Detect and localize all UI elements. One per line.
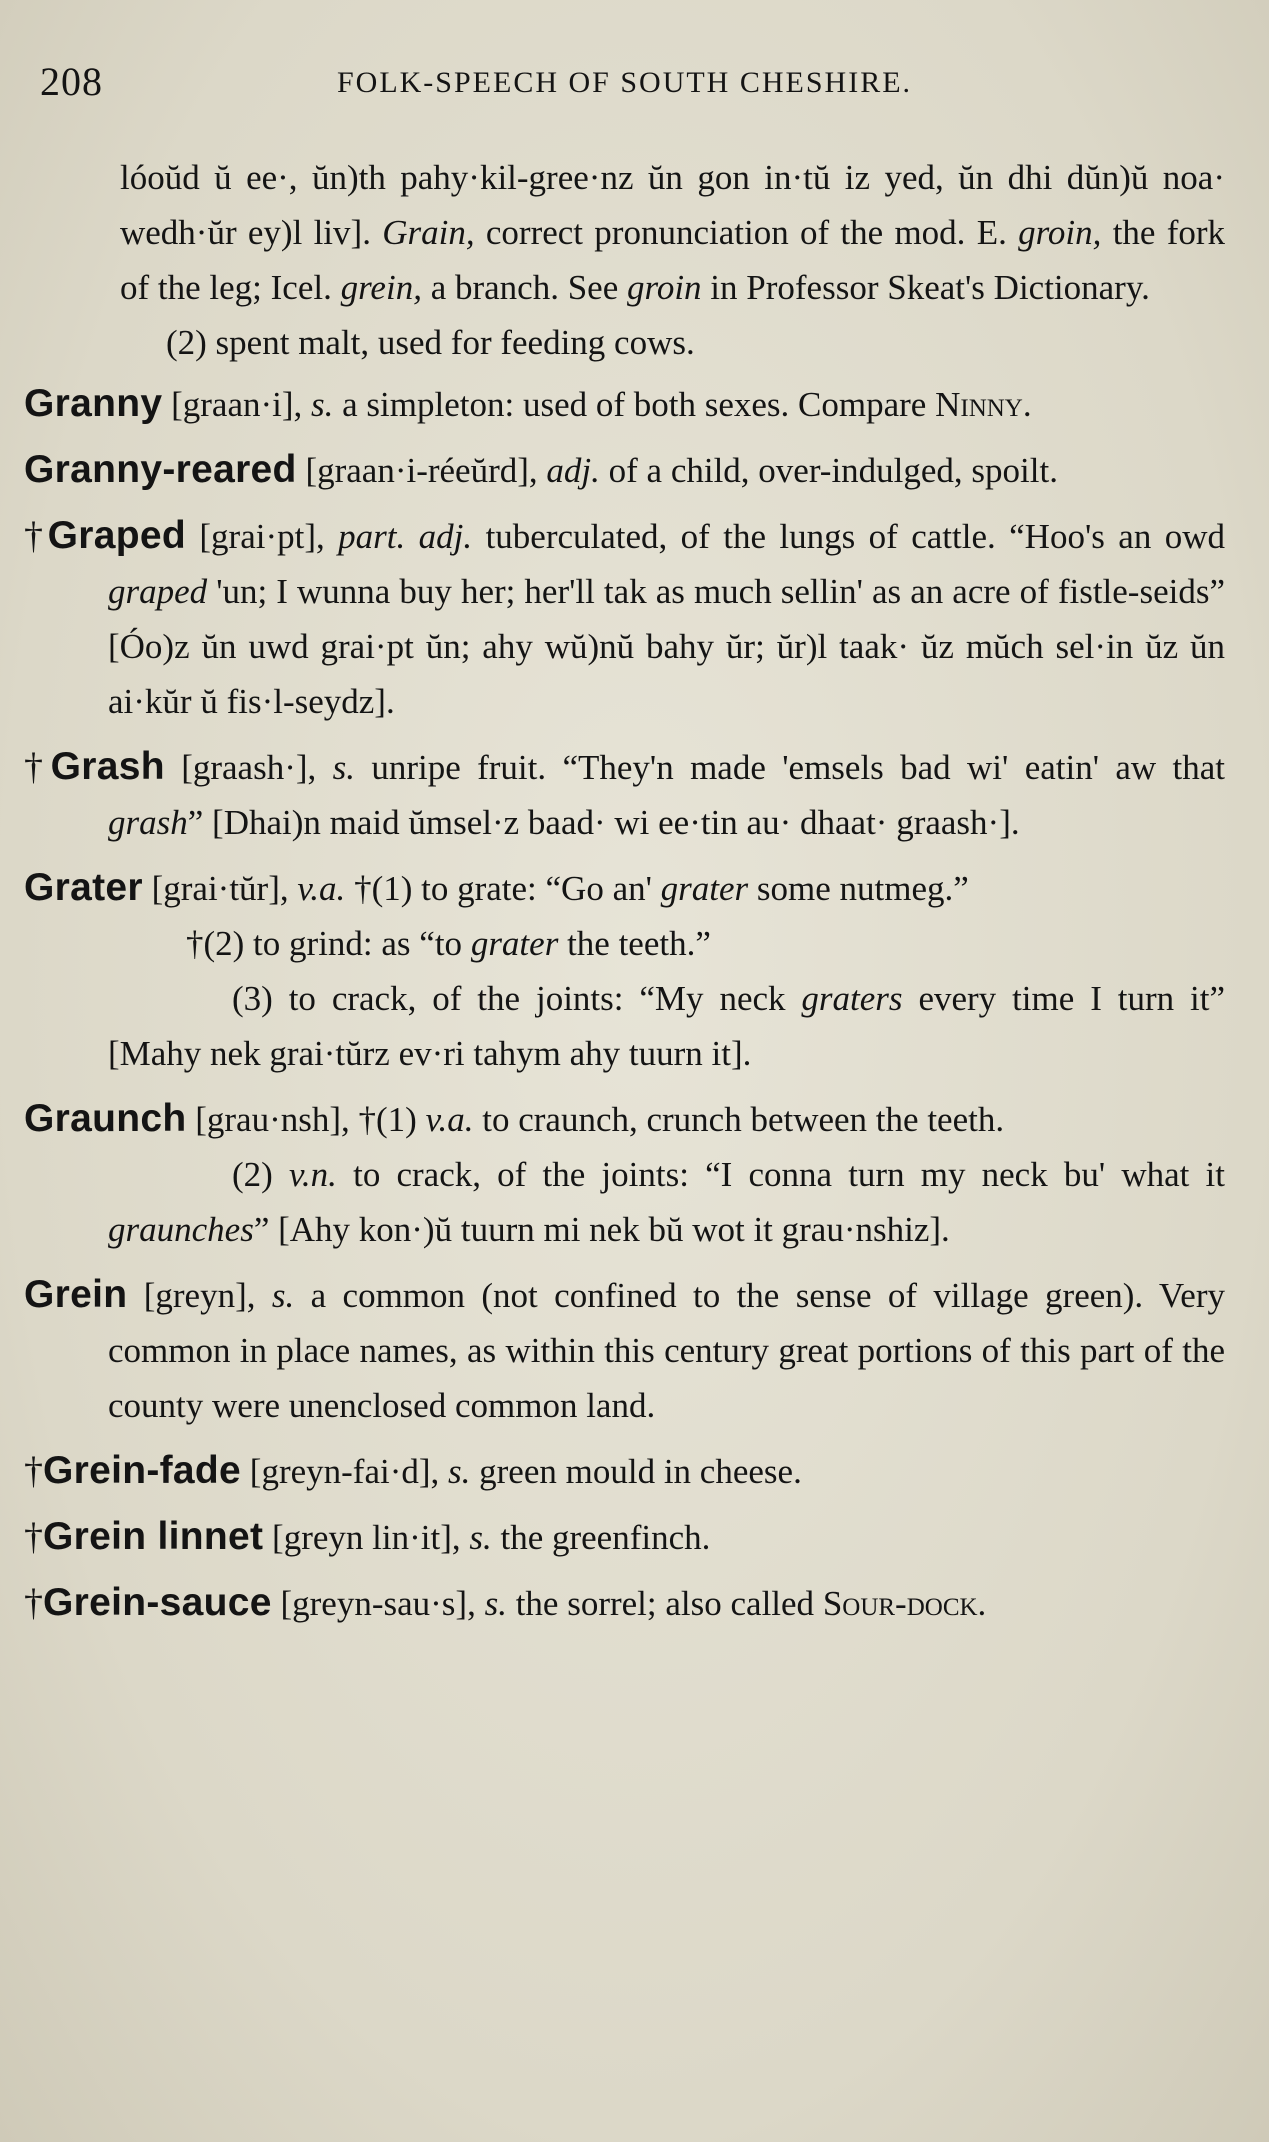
grater-sense-2: †(2) to grind: as “to grater the teeth.” — [186, 924, 711, 963]
headword: Grein — [24, 1273, 128, 1316]
entry-graped — [24, 508, 1225, 729]
definition-cont: 'un; I wunna buy her; her'll tak as much sellin' as an acre of fistle-seids” [Óo)z ŭn uwd grai·pt ŭn; ahy wŭ)nŭ bahy ŭr; ŭr)l taak· ŭz mŭch sel·in ŭz ŭn ai·kŭr ŭ fis·l-seydz]. — [108, 572, 1225, 721]
headword: Grash — [50, 745, 165, 788]
part-of-speech: s. — [332, 748, 355, 787]
italic-word: groin — [627, 268, 702, 307]
part-of-speech: adj. — [546, 451, 600, 490]
entry-grein — [24, 1267, 1225, 1433]
entry-grein-linnet — [24, 1509, 1225, 1565]
part-of-speech: part. adj. — [338, 517, 473, 556]
definition: of a child, over-indulged, spoilt. — [608, 451, 1058, 490]
sense-1: to craunch, crunch between the teeth. — [482, 1100, 1005, 1139]
pronunciation: [greyn lin·it], — [272, 1518, 461, 1557]
dagger-mark: † — [24, 1582, 43, 1624]
headword: Graped — [47, 514, 186, 557]
headword: Grein-sauce — [43, 1581, 272, 1624]
definition: tuberculated, of the lungs of cattle. “Hoo's an owd — [485, 517, 1225, 556]
cross-reference: Ninny. — [935, 385, 1032, 424]
pronunciation: [grai·tŭr], — [151, 869, 289, 908]
grater-sense-3: (3) to crack, of the joints: “My neck graters every time I turn it” [Mahy nek grai·tŭrz ev·ri tahym ahy tuurn it]. — [108, 979, 1226, 1073]
headword: Grein linnet — [43, 1515, 264, 1558]
italic-word: groin, — [1018, 213, 1102, 252]
running-title: FOLK-SPEECH OF SOUTH CHESHIRE. — [336, 66, 913, 99]
definition: the greenfinch. — [500, 1518, 711, 1557]
definition: unripe fruit. “They'n made 'emsels bad wi' eatin' aw that — [371, 748, 1226, 787]
definition: a simpleton: used of both sexes. Compare — [342, 385, 927, 424]
example-word: grater — [660, 869, 749, 908]
example-word: graters — [801, 979, 903, 1018]
italic-word: grein, — [340, 268, 422, 307]
pronunciation: [greyn-sau·s], — [280, 1584, 476, 1623]
example-word: grater — [470, 924, 559, 963]
example-word: graunches — [108, 1210, 254, 1249]
pronunciation: [grau·nsh], — [195, 1100, 350, 1139]
entry-grein-fade — [24, 1443, 1225, 1499]
entry-grater: Grater [grai·tŭr], v.a. †(1) to grate: “Go an' grater some nutmeg.” — [24, 866, 969, 909]
page-header — [40, 58, 1209, 108]
page-number: 208 — [40, 59, 103, 104]
headword: Grater — [24, 866, 143, 909]
dagger-mark: † — [24, 1450, 43, 1492]
pronunciation: [graan·i-réeŭrd], — [305, 451, 538, 490]
pronunciation: [graash·], — [181, 748, 317, 787]
entry-granny — [24, 376, 1225, 432]
entry-granny-reared — [24, 442, 1225, 498]
continued-entry: lóoŭd ŭ ee·, ŭn)th pahy·kil-gree·nz ŭn gon in·tŭ iz yed, ŭn dhi dŭn)ŭ noa· wedh·ŭr ey)l liv]. Grain, correct pronunciation of the mod. E. groin, the fork of the leg; Icel. grein, a branch. See groin in Professor Skeat's Dictionary. — [120, 158, 1226, 307]
part-of-speech: v.n. — [288, 1155, 337, 1194]
headword: Graunch — [24, 1097, 187, 1140]
definition: the sorrel; also called — [515, 1584, 815, 1623]
example-word: grash — [108, 803, 188, 842]
part-of-speech: v.a. — [297, 869, 346, 908]
part-of-speech: s. — [448, 1452, 471, 1491]
pronunciation: [greyn], — [143, 1276, 256, 1315]
headword: Grein-fade — [43, 1449, 242, 1492]
example-word: graped — [108, 572, 208, 611]
part-of-speech: s. — [469, 1518, 492, 1557]
part-of-speech: s. — [311, 385, 334, 424]
pronunciation: [graan·i], — [171, 385, 303, 424]
definition-cont: ” [Dhai)n maid ŭmsel·z baad· wi ee·tin au· dhaat· graash·]. — [187, 803, 1020, 842]
continued-entry-sense-2: (2) spent malt, used for feeding cows. — [166, 323, 695, 362]
italic-word: Grain, — [382, 213, 475, 252]
entry-grein-sauce — [24, 1575, 1225, 1631]
dagger-mark: † — [24, 1516, 43, 1558]
pronunciation: [grai·pt], — [199, 517, 325, 556]
definition: green mould in cheese. — [479, 1452, 802, 1491]
part-of-speech: s. — [271, 1276, 295, 1315]
dictionary-text — [24, 150, 1225, 1631]
headword: Granny-reared — [24, 448, 297, 491]
part-of-speech: v.a. — [425, 1100, 474, 1139]
part-of-speech: s. — [484, 1584, 507, 1623]
pronunciation: [greyn-fai·d], — [249, 1452, 440, 1491]
definition: a common (not confined to the sense of village green). Very common in place names, as within this century great portions of this part of the county were unenclosed common land. — [108, 1276, 1225, 1425]
cross-reference: Sour-dock. — [822, 1584, 987, 1623]
dagger-mark: † — [24, 746, 51, 788]
entry-graunch: Graunch [grau·nsh], †(1) v.a. to craunch, crunch between the teeth. — [24, 1097, 1005, 1140]
dagger-mark: † — [24, 515, 48, 557]
sense-1: †(1) to grate: “Go an' — [354, 869, 652, 908]
entry-grash — [24, 739, 1225, 850]
headword: Granny — [24, 382, 163, 425]
graunch-sense-2: (2) v.n. to crack, of the joints: “I conna turn my neck bu' what it graunches” [Ahy kon·)ŭ tuurn mi nek bŭ wot it grau·nshiz]. — [108, 1155, 1226, 1249]
